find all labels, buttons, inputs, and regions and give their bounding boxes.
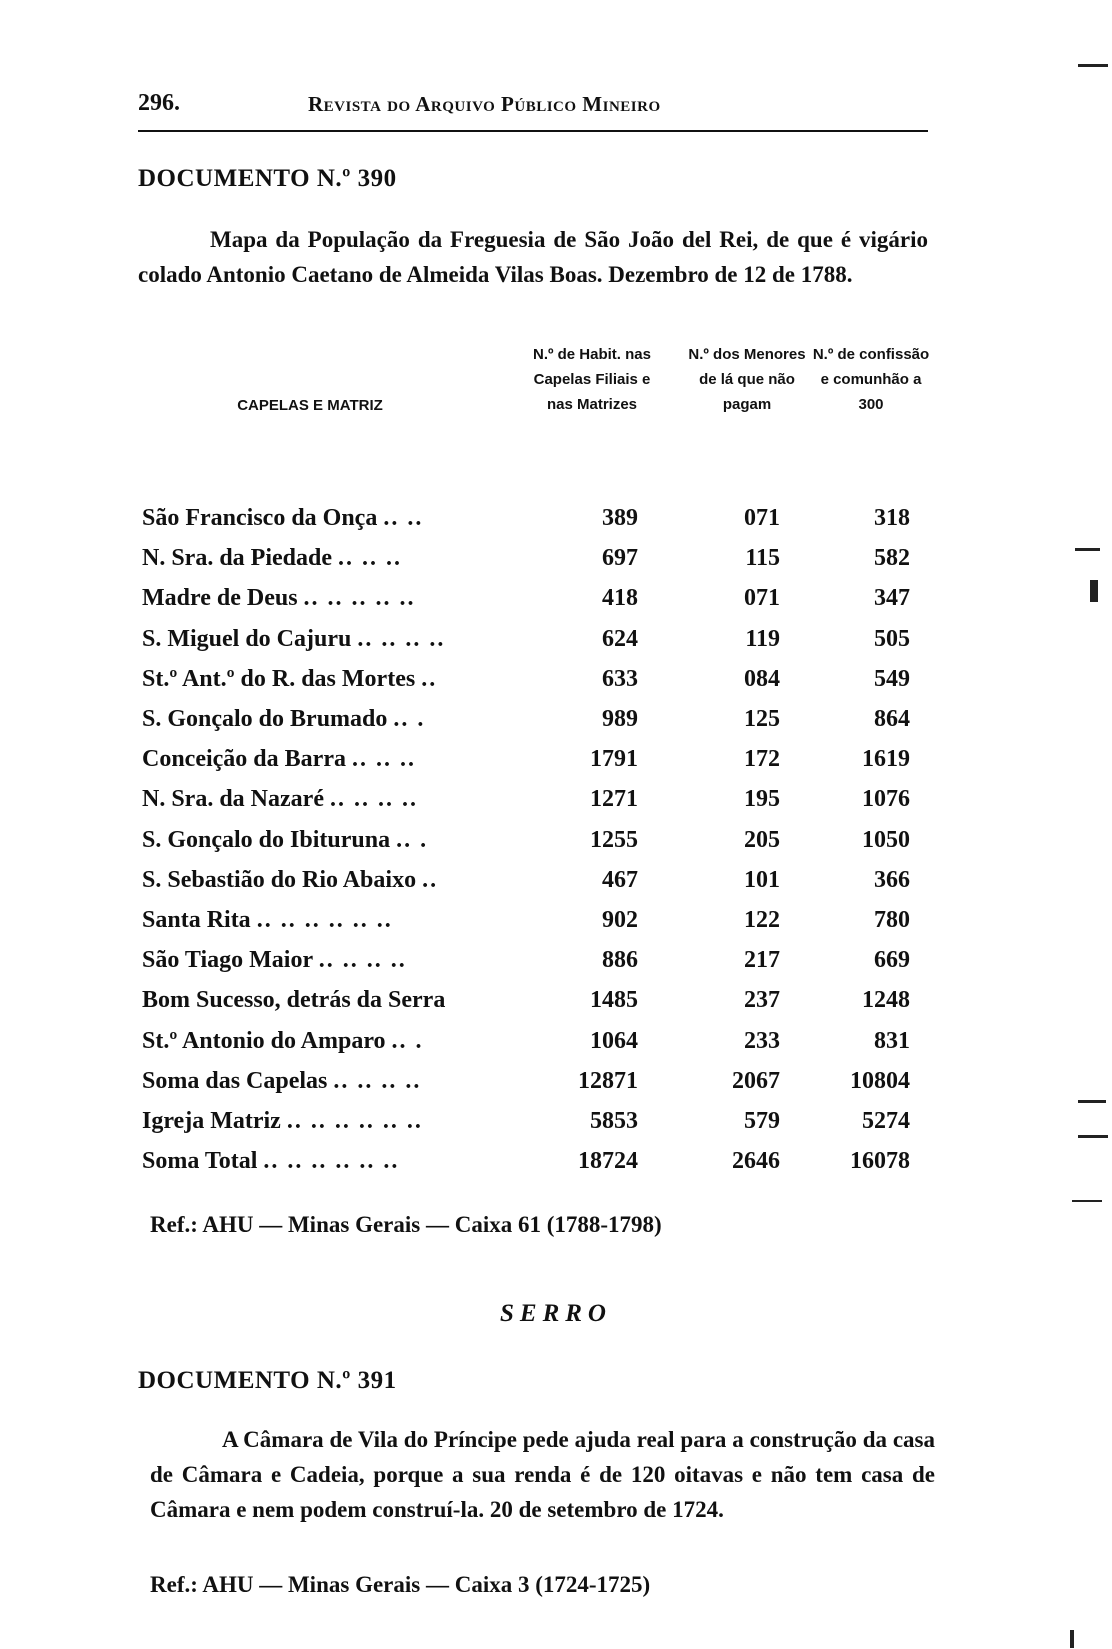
cell-menores: 115 [745,545,780,571]
row-name: St.º Antonio do Amparo [142,1028,386,1054]
doc391-reference: Ref.: AHU — Minas Gerais — Caixa 3 (1724-1725) [150,1572,651,1597]
cell-confissao: 1050 [862,827,910,853]
table-row-label [142,1068,421,1095]
row-name: Bom Sucesso, detrás da Serra [142,987,446,1013]
table-row-label [142,947,407,974]
cell-menores: 237 [744,987,780,1013]
leader-dots: .. . [393,706,426,732]
cell-menores: 125 [744,706,780,732]
leader-dots: .. .. .. [351,746,416,772]
cell-confissao: 582 [874,545,910,571]
cell-confissao: 669 [874,947,910,973]
cell-confissao: 318 [874,505,910,531]
doc390-heading: DOCUMENTO N.º 390 [138,165,397,192]
row-name: São Tiago Maior [142,947,313,973]
leader-dots: .. .. .. .. .. .. [263,1148,400,1174]
row-name: Igreja Matriz [142,1108,281,1134]
table-row-label [142,827,428,854]
cell-menores: 579 [744,1108,780,1134]
cell-menores: 101 [744,867,780,893]
table-row-label [142,545,402,572]
table-header-menores: N.º dos Menores de lá que não pagam [688,346,806,413]
scan-mark [1078,64,1108,67]
cell-menores: 071 [744,505,780,531]
cell-confissao: 831 [874,1028,910,1054]
leader-dots: .. .. .. [338,545,403,571]
leader-dots: .. .. .. .. [333,1068,422,1094]
cell-confissao: 5274 [862,1108,910,1134]
cell-habitantes: 1271 [590,786,638,812]
leader-dots: .. .. .. .. .. .. [256,907,393,933]
cell-habitantes: 389 [602,505,638,531]
table-row-label [142,867,438,894]
row-name: Soma Total [142,1148,258,1174]
doc390-reference: Ref.: AHU — Minas Gerais — Caixa 61 (1788-1798) [150,1212,662,1237]
table-header-habitantes: N.º de Habit. nas Capelas Filiais e nas Matrizes [532,346,651,413]
table-row-label [142,907,393,934]
leader-dots: .. .. .. .. [329,786,418,812]
cell-menores: 122 [744,907,780,933]
scan-mark [1078,1135,1108,1138]
cell-menores: 084 [744,666,780,692]
cell-habitantes: 1255 [590,827,638,853]
cell-menores: 172 [744,746,780,772]
cell-menores: 205 [744,827,780,853]
row-name: N. Sra. da Piedade [142,545,333,571]
row-name: St.º Ant.º do R. das Mortes [142,666,416,692]
scan-mark [1075,548,1100,551]
cell-confissao: 1248 [862,987,910,1013]
cell-menores: 195 [744,786,780,812]
scan-mark [1090,580,1098,602]
row-name: S. Sebastião do Rio Abaixo [142,867,417,893]
cell-habitantes: 886 [602,947,638,973]
cell-confissao: 347 [874,585,910,611]
cell-habitantes: 902 [602,907,638,933]
leader-dots: .. [422,867,439,893]
cell-habitantes: 1485 [590,987,638,1013]
cell-confissao: 16078 [850,1148,910,1174]
table-row-label [142,1108,423,1135]
doc391-heading: DOCUMENTO N.º 391 [138,1367,397,1394]
cell-habitantes: 18724 [578,1148,638,1174]
row-name: S. Gonçalo do Ibituruna [142,827,391,853]
cell-menores: 119 [745,626,780,652]
leader-dots: .. .. .. .. .. .. [286,1108,423,1134]
cell-confissao: 864 [874,706,910,732]
running-title: Revista do Arquivo Público Mineiro [308,92,661,116]
table-row-label [142,626,445,653]
table-row-label [142,505,423,532]
table-row-label [142,666,437,693]
row-name: S. Gonçalo do Brumado [142,706,388,732]
cell-habitantes: 418 [602,585,638,611]
table-row-label [142,987,445,1014]
cell-menores: 2646 [732,1148,780,1174]
leader-dots: .. .. [383,505,424,531]
cell-menores: 2067 [732,1068,780,1094]
cell-confissao: 366 [874,867,910,893]
cell-confissao: 1076 [862,786,910,812]
section-title: SERRO [500,1300,612,1327]
scan-mark [1078,1100,1106,1103]
row-name: Madre de Deus [142,585,298,611]
doc391-summary: A Câmara de Vila do Príncipe pede ajuda real para a construção da casa de Câmara e Cadeia, porque a sua renda é de 120 oitavas e não tem casa de Câmara e nem podem construí-la. 20 de setembro de 1724. [150,1427,935,1522]
cell-confissao: 10804 [850,1068,910,1094]
table-row-label [142,585,416,612]
row-name: Conceição da Barra [142,746,346,772]
table-row-label [142,1028,424,1055]
cell-menores: 233 [744,1028,780,1054]
table-row-label [142,786,418,813]
cell-habitantes: 989 [602,706,638,732]
cell-habitantes: 1791 [590,746,638,772]
cell-confissao: 780 [874,907,910,933]
cell-habitantes: 624 [602,626,638,652]
leader-dots: .. . [396,827,429,853]
cell-confissao: 549 [874,666,910,692]
scan-mark [1070,1630,1074,1648]
table-row-label [142,706,425,733]
cell-confissao: 1619 [862,746,910,772]
table-header-confissao: N.º de confissão e comunhão a 300 [812,346,930,413]
leader-dots: .. .. .. .. .. [303,585,416,611]
cell-habitantes: 1064 [590,1028,638,1054]
cell-habitantes: 12871 [578,1068,638,1094]
cell-habitantes: 467 [602,867,638,893]
cell-menores: 071 [744,585,780,611]
table-row-label [142,1148,399,1175]
row-name: N. Sra. da Nazaré [142,786,324,812]
row-name: S. Miguel do Cajuru [142,626,352,652]
page-number: 296. [138,90,180,116]
row-name: Soma das Capelas [142,1068,328,1094]
leader-dots: .. [421,666,438,692]
cell-confissao: 505 [874,626,910,652]
header-rule [138,130,928,132]
page-header [138,90,928,124]
cell-habitantes: 697 [602,545,638,571]
cell-habitantes: 5853 [590,1108,638,1134]
leader-dots: .. .. .. .. [318,947,407,973]
cell-menores: 217 [744,947,780,973]
row-name: Santa Rita [142,907,251,933]
table-header-capelas: CAPELAS E MATRIZ [237,397,383,414]
row-name: São Francisco da Onça [142,505,378,531]
leader-dots: .. .. .. .. [357,626,446,652]
scan-mark [1072,1200,1102,1202]
cell-habitantes: 633 [602,666,638,692]
table-row-label [142,746,416,773]
leader-dots: .. . [391,1028,424,1054]
doc390-summary: Mapa da População da Freguesia de São João del Rei, de que é vigário colado Antonio Caetano de Almeida Vilas Boas. Dezembro de 12 de 1788. [138,227,928,287]
